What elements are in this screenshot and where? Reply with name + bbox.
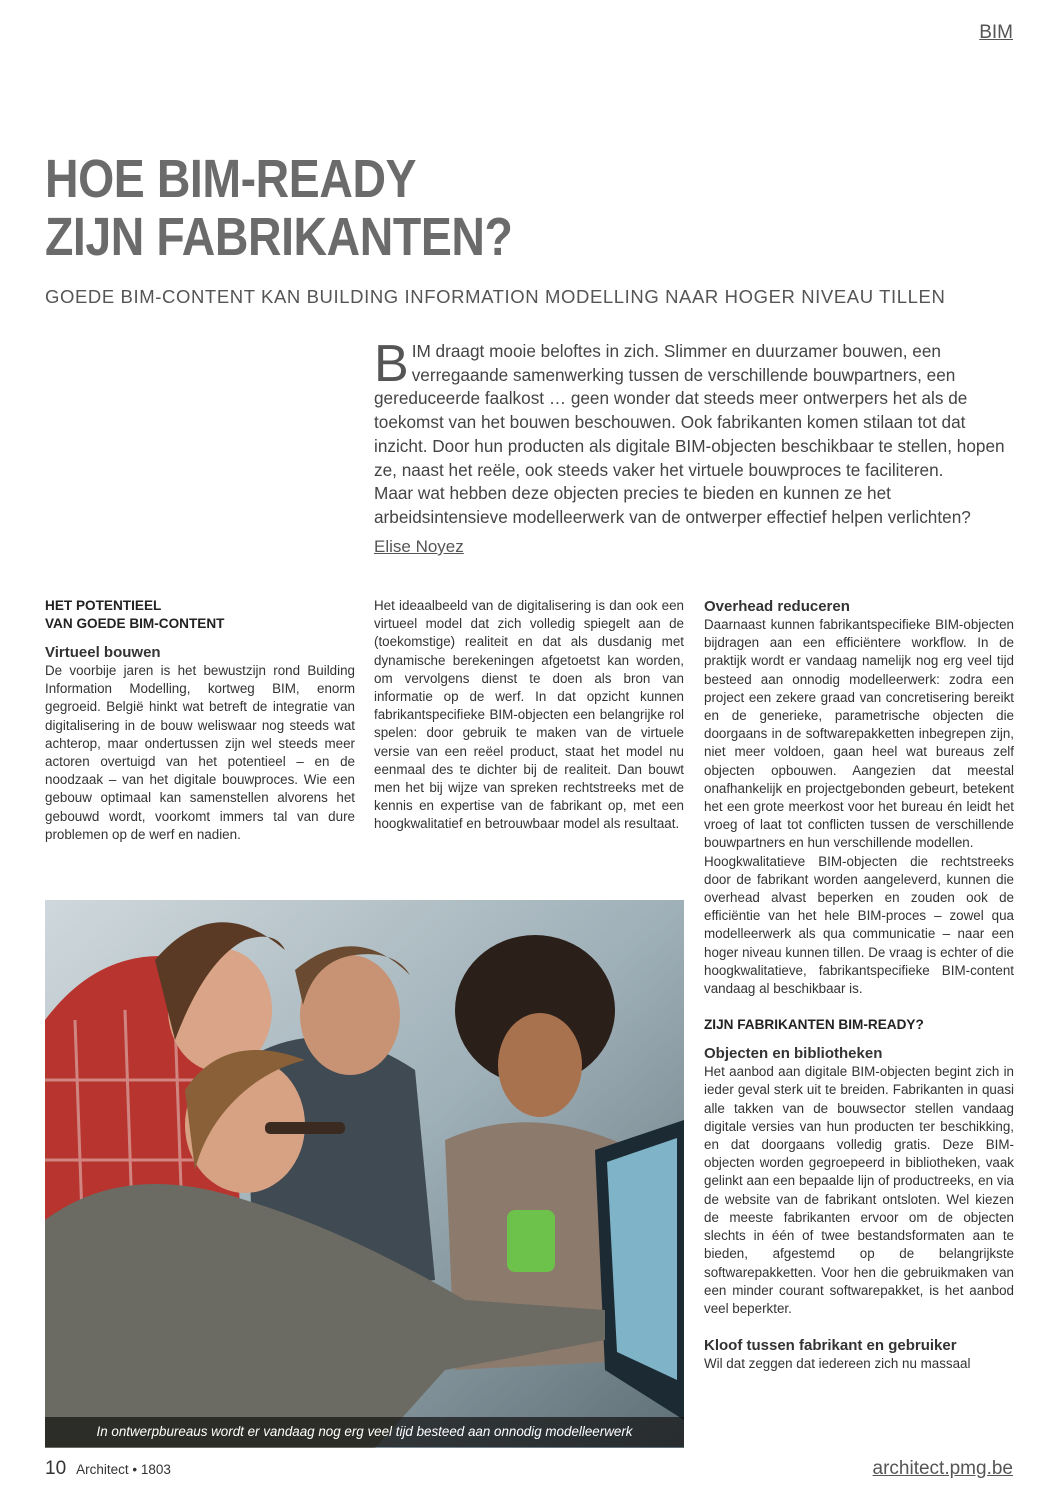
- title-line-2: ZIJN FABRIKANTEN?: [45, 207, 513, 267]
- column3-body-1b: Hoogkwalitatieve BIM-objecten die rechtstreeks door de fabrikant worden aangeleverd, kunnen die overhead alvast beperken en zouden ook de efficiëntie van het hele BIM-proces – zowel qua modelleerwerk als qua communicatie – naar een hoger niveau kunnen tillen. De vraag is echter of die hoogkwalitatieve, fabrikantspecifieke BIM-content vandaag al beschikbaar is.: [704, 853, 1014, 997]
- column1-body: De voorbije jaren is het bewustzijn rond Building Information Modelling, kortweg BIM, enorm gegroeid. België hinkt wat betreft de integratie van digitalisering in de bouw weliswaar nog steeds wat achterop, maar ondertussen zijn wel steeds meer actoren overtuigd van het potentieel – en de noodzaak – van het digitale bouwproces. Wie een gebouw optimaal kan samenstellen alvorens het gebouwd wordt, voorkomt immers tal van dure problemen op de werf en nadien.: [45, 663, 355, 842]
- article-photo: [45, 900, 684, 1448]
- column3-subheading-1: Overhead reduceren: [704, 598, 850, 615]
- column3-body-2: Het aanbod aan digitale BIM-objecten begint zich in ieder geval sterk uit te breiden. Fabrikanten in quasi alle takken van de bouwsector stellen vandaag digitale versies van hun producten ter beschikking, en dat doorgaans volledig gratis. Deze BIM-objecten worden gegroepeerd in bibliotheken, vaak gelinkt aan een bepaalde lijn of productreeks, en via de website van de fabrikant ontsloten. Wel kiezen de meeste fabrikanten ervoor om de objecten slechts in één of twee bestandsformaten aan te bieden, afgestemd op de belangrijkste softwarepakketten. Voor hen die gebruikmaken van een minder courant softwarepakket, is het aanbod veel beperkter.: [704, 1064, 1014, 1316]
- author-byline[interactable]: Elise Noyez: [374, 537, 464, 556]
- photo-caption: In ontwerpbureaus wordt er vandaag nog erg veel tijd besteed aan onnodig modelleerwerk: [45, 1417, 684, 1447]
- column1-heading-line-1: HET POTENTIEEL: [45, 598, 162, 613]
- article-subtitle: GOEDE BIM-CONTENT KAN BUILDING INFORMATION MODELLING NAAR HOGER NIVEAU TILLEN: [45, 286, 946, 307]
- column-2: [374, 597, 684, 834]
- column-3: [704, 597, 1014, 1373]
- column3-subheading-2: Objecten en bibliotheken: [704, 1045, 883, 1063]
- column1-heading-line-2: VAN GOEDE BIM-CONTENT: [45, 616, 225, 631]
- column1-subheading: Virtueel bouwen: [45, 644, 161, 661]
- title-line-1: HOE BIM-READY: [45, 149, 417, 209]
- column3-body-3: Wil dat zeggen dat iedereen zich nu massaal: [704, 1356, 971, 1372]
- intro-paragraph: [374, 335, 1014, 530]
- photo-illustration: [45, 900, 684, 1448]
- column3-body-1: Daarnaast kunnen fabrikantspecifieke BIM-objecten bijdragen aan een efficiëntere workflow. In de praktijk wordt er vandaag namelijk nog erg veel tijd besteed aan onnodig modelleerwerk: zodra een project een zekere graad van concretisering bereikt en de generieke, parametrische objecten die doorgaans in de softwarepakketten inbegrepen zijn, niet meer voldoen, gaan heel wat bureaus zelf objecten opbouwen. Aangezien dat meestal onafhankelijk en projectgebonden gebeurt, betekent het een grote meerkost voor het bureau én leidt het vroeg of laat tot conflicten tussen de verschillende bouwpartners en hun verschillende modellen.: [704, 617, 1014, 851]
- intro-text: IM draagt mooie beloftes in zich. Slimmer en duurzamer bouwen, een verregaande samenwerking tussen de verschillende bouwpartners, een gereduceerde faalkost … geen wonder dat steeds meer ontwerpers het als de toekomst van het bouwen beschouwen. Ook fabrikanten komen stilaan tot dat inzicht. Door hun producten als digitale BIM-objecten beschikbaar te stellen, hopen ze, naast het reële, ook steeds vaker het virtuele bouwproces te faciliteren.: [374, 341, 1005, 480]
- article-title: [45, 150, 664, 266]
- page-number: 10: [45, 1458, 67, 1479]
- column3-subheading-3: Kloof tussen fabrikant en gebruiker: [704, 1337, 957, 1355]
- magazine-issue: Architect • 1803: [76, 1462, 171, 1477]
- intro-dropcap: B: [374, 335, 409, 393]
- intro-text-2: Maar wat hebben deze objecten precies te bieden en kunnen ze het arbeidsintensieve modelleerwerk van de ontwerper effectief helpen verlichten?: [374, 483, 971, 527]
- website-link[interactable]: architect.pmg.be: [872, 1458, 1013, 1479]
- column-1: [45, 597, 355, 844]
- column1-heading: [45, 597, 355, 633]
- column2-body: Het ideaalbeeld van de digitalisering is dan ook een virtueel model dat zich volledig spiegelt aan de (toekomstige) realiteit en dat als dusdanig met dynamische berekeningen afgetoetst kan worden, om vervolgens dienst te doen als bron van informatie op de werf. In dat opzicht kunnen fabrikantspecifieke BIM-objecten een belangrijke rol spelen: door gebruik te maken van de virtuele versie van een reëel product, staat het model nu eenmaal des te dichter bij de realiteit. Dan bouwt men het bij wijze van spreken rechtstreeks met de kennis en expertise van de fabrikant op, met een hoogkwalitatief en betrouwbaar model als resultaat.: [374, 598, 684, 832]
- footer-left: [45, 1458, 171, 1480]
- column3-heading-2: ZIJN FABRIKANTEN BIM-READY?: [704, 1017, 924, 1033]
- section-tag[interactable]: BIM: [979, 22, 1013, 43]
